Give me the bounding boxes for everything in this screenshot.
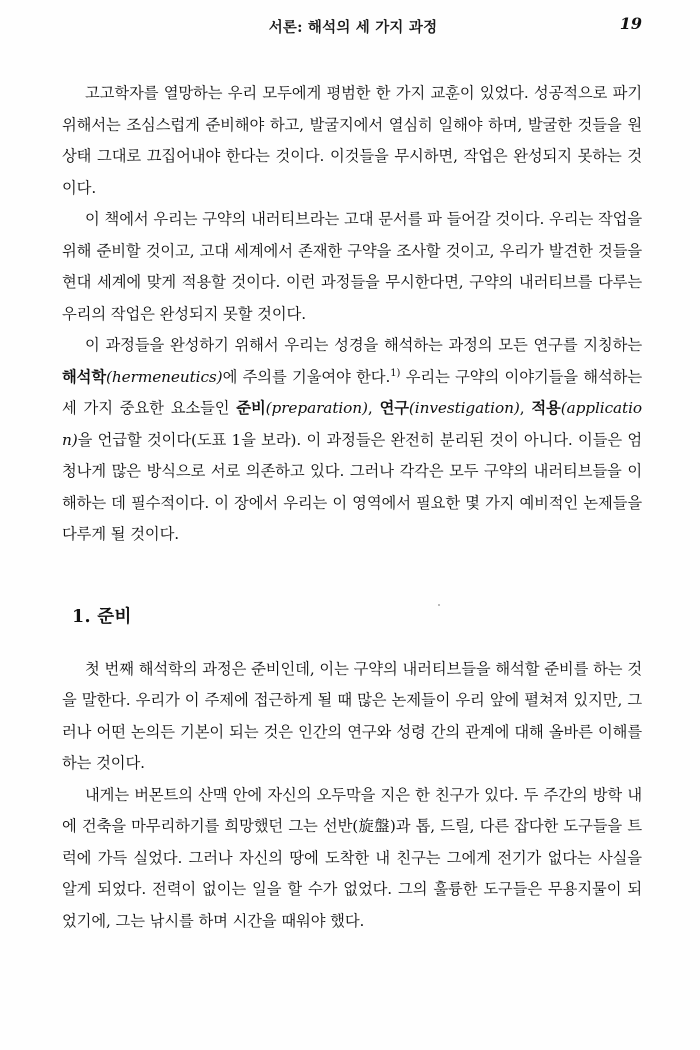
p3-bold-investigation: 연구 [379,399,409,417]
paragraph-1: 고고학자를 열망하는 우리 모두에게 평범한 한 가지 교훈이 있었다. 성공적으로 파기 위해서는 조심스럽게 준비해야 하고, 발굴지에서 열심히 일해야 하며, 발굴한 것들을 원상태 그대로 끄집어내야 한다는 것이다. 이것들을 무시하면, 작업은 완성되지 못하는 것이다. [62,84,642,197]
paragraph-5: 내게는 버몬트의 산맥 안에 자신의 오두막을 지은 한 친구가 있다. 두 주간의 방학 내에 건축을 마무리하기를 희망했던 그는 선반(旋盤)과 톱, 드릴, 다른 잡다한 도구들을 트럭에 가득 실었다. 그러나 자신의 땅에 도착한 내 친구는 그에게 전기가 없다는 사실을 알게 되었다. 전력이 없이는 일을 할 수가 없었다. 그의 훌륭한 도구들은 무용지물이 되었기에, 그는 낚시를 하며 시간을 때워야 했다. [62,785,642,930]
p3-part1: 이 과정들을 완성하기 위해서 우리는 성경을 해석하는 과정의 모든 연구를 지칭하는 [85,336,642,354]
p3-part4: 을 언급할 것이다(도표 1을 보라). 이 과정들은 완전히 분리된 것이 아니다. 이들은 엄청나게 많은 방식으로 서로 의존하고 있다. 그러나 각각은 모두 구약의 내러티브들을 이해하는 데 필수적이다. 이 장에서 우리는 이 영역에서 필요한 몇 가지 예비적인 논제들을 다루게 될 것이다. [62,430,642,543]
p3-part3: 우리는 구약의 이야기들을 해석하는 세 가지 중요한 요소들인 [62,367,643,417]
p3-italic-preparation: (preparation) [265,399,368,417]
footnote-marker: 1) [390,367,401,379]
page-body [62,78,642,937]
section-heading-preparation: 1. 준비 [72,606,132,627]
p3-bold-application: 적용 [531,399,561,417]
p3-sep1: , [367,399,380,417]
p3-italic-investigation: (investigation) [408,399,520,417]
p3-bold-preparation: 준비 [236,399,266,417]
p3-part2: 에 주의를 기울여야 한다. [222,367,391,386]
page-speck [438,604,440,606]
p3-italic-application: (application) [62,399,643,449]
paragraph-2: 이 책에서 우리는 구약의 내러티브라는 고대 문서를 파 들어갈 것이다. 우리는 작업을 위해 준비할 것이고, 고대 세계에서 존재한 구약을 조사할 것이고, 우리가 발견한 것들을 현대 세계에 맞게 적용할 것이다. 이런 과정들을 무시한다면, 구약의 내러티브를 다루는 우리의 작업은 완성되지 못할 것이다. [62,210,642,323]
p3-bold-hermeneutics: 해석학 [62,367,107,386]
page-number: 19 [619,14,642,33]
paragraph-4: 첫 번째 해석학의 과정은 준비인데, 이는 구약의 내러티브들을 해석할 준비를 하는 것을 말한다. 우리가 이 주제에 접근하게 될 때 많은 논제들이 우리 앞에 펼쳐져 있지만, 그러나 어떤 논의든 기본이 되는 것은 인간의 연구와 성령 간의 관계에 대해 올바른 이해를 하는 것이다. [62,659,642,772]
paragraph-3 [62,330,642,551]
page-header [62,16,644,42]
p3-sep2: , [519,399,532,417]
p3-italic-hermeneutics: (hermeneutics) [106,367,223,386]
running-title: 서론: 해석의 세 가지 과정 [268,19,438,36]
